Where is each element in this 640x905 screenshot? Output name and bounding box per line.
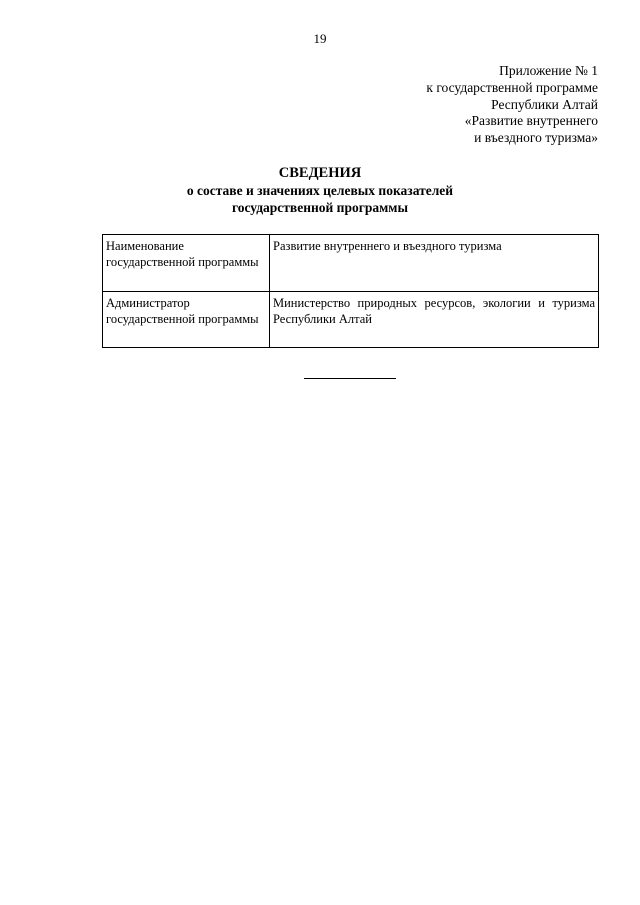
appendix-line: «Развитие внутреннего xyxy=(464,113,598,129)
program-info-table xyxy=(102,234,599,348)
appendix-line: к государственной программе xyxy=(426,79,598,95)
row-value-administrator: Министерство природных ресурсов, экологии и туризма Республики Алтай xyxy=(270,292,599,348)
title-subtitle-line: государственной программы xyxy=(231,200,409,215)
row-label-program-name: Наименование государственной программы xyxy=(103,235,270,292)
title-subtitle-line: о составе и значениях целевых показателей xyxy=(186,183,454,198)
appendix-line: Приложение № 1 xyxy=(499,63,598,78)
appendix-line: и въездного туризма» xyxy=(474,130,598,146)
title-main: СВЕДЕНИЯ xyxy=(278,165,362,181)
table-row xyxy=(103,235,599,292)
document-title xyxy=(0,164,640,216)
appendix-header xyxy=(426,63,598,147)
row-value-program-name: Развитие внутреннего и въездного туризма xyxy=(270,235,599,292)
page-number: 19 xyxy=(313,31,327,46)
row-label-administrator: Администратор государственной программы xyxy=(103,292,270,348)
appendix-line: Республики Алтай xyxy=(491,96,598,112)
table-row xyxy=(103,292,599,348)
end-divider-line xyxy=(304,378,396,379)
